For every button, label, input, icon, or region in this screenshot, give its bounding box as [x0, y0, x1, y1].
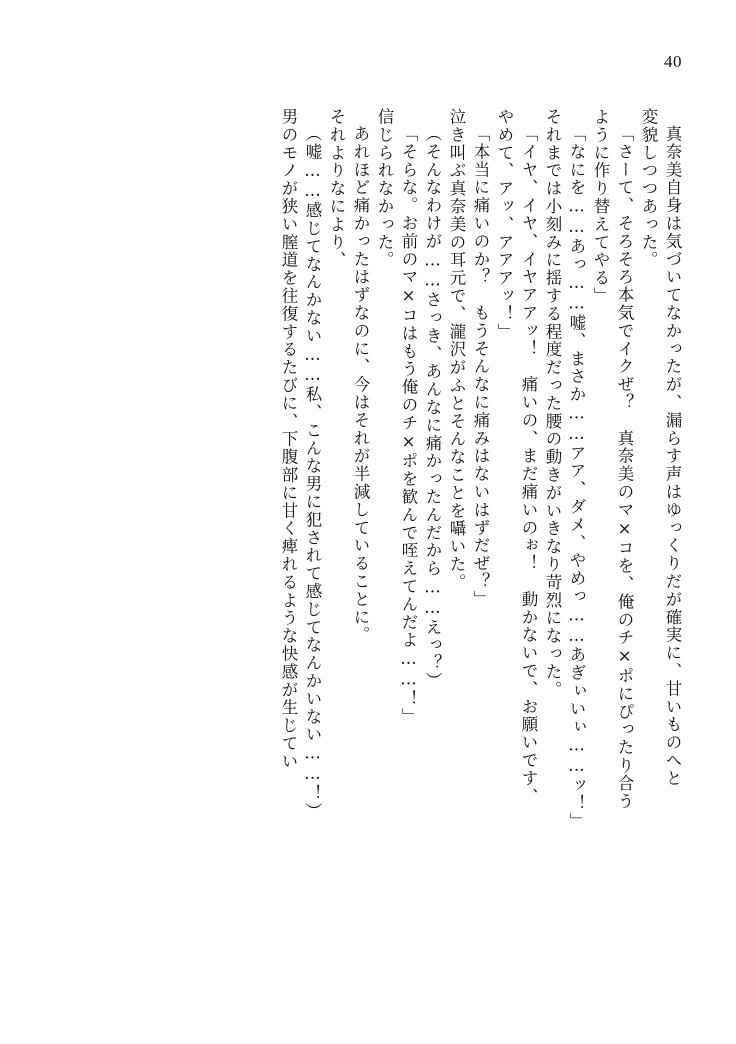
- text-line: 泣き叫ぶ真奈美の耳元で、瀧沢がふとそんなことを囁いた。: [447, 108, 466, 592]
- text-line: やめて、アッ、アアアッ！」: [495, 108, 514, 341]
- text-line: あれほど痛かったはずなのに、今はそれが半減していることに。: [351, 125, 370, 645]
- text-line: 男のモノが狭い膣道を往復するたびに、下腹部に甘く痺れるような快感が生じてい: [279, 108, 298, 771]
- text-line: 「なにを……あっ……嘘、まさか……アア、ダメ、やめっ……あぎぃいぃ……ッ！」: [567, 125, 586, 831]
- text-line: それまでは小刻みに揺する程度だった腰の動きがいきなり苛烈になった。: [543, 108, 562, 699]
- text-line: 信じられなかった。: [375, 108, 394, 270]
- text-line: （嘘……感じてなんかない……私、こんな男に犯されて感じてなんかいない……！）: [303, 125, 322, 821]
- text-line: ように作り替えてやる」: [591, 108, 610, 305]
- text-line: それよりなにより、: [327, 108, 346, 270]
- text-line: 「本当に痛いのか？ もうそんなに痛みはないはずだぜ？」: [471, 125, 490, 609]
- text-line: 「さーて、そろそろ本気でイクぜ？ 真奈美のマ×コを、俺のチ×ポにぴったり合う: [615, 125, 634, 811]
- text-line: （そんなわけが……さっき、あんなに痛かったんだから……えっ？）: [423, 125, 442, 690]
- vertical-text-body: [56, 108, 680, 978]
- text-line: 変貌しつつあった。: [639, 108, 658, 270]
- text-line: 「イヤ、イヤ、イヤアアッ！ 痛いの、まだ痛いのぉ！ 動かないで、お願いです、: [519, 125, 538, 806]
- page-number: 40: [664, 52, 682, 71]
- text-line: 「そらな。お前のマ×コはもう俺のチ×ポを歓んで咥えてんだよ……！」: [399, 125, 418, 726]
- text-line: 真奈美自身は気づいてなかったが、漏らす声はゆっくりだが確実に、甘いものへと: [663, 125, 682, 788]
